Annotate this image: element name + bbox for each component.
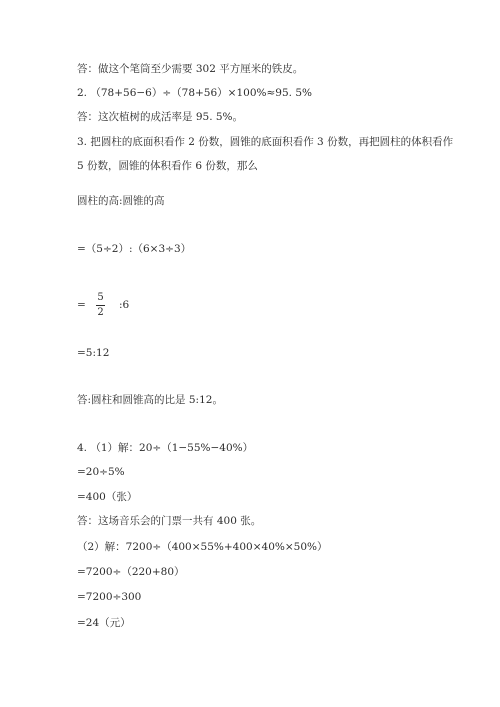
problem-3-text-line-1: 3. 把圆柱的底面积看作 2 份数，圆锥的底面积看作 3 份数，再把圆柱的体积看作 (77, 136, 454, 148)
problem-4-part-2-step-1: =7200÷（220+80） (77, 566, 185, 578)
fraction-bar (96, 305, 105, 306)
problem-4-step-2: =400（张） (77, 491, 138, 503)
ratio-heading: 圆柱的高:圆锥的高 (77, 195, 165, 207)
answer-line-3: 答:圆柱和圆锥高的比是 5:12。 (77, 394, 223, 406)
fraction-numerator: 5 (97, 292, 104, 303)
problem-3-text-line-2: 5 份数，圆锥的体积看作 6 份数，那么 (77, 160, 258, 172)
answer-line-1: 答：做这个笔筒至少需要 302 平方厘米的铁皮。 (77, 63, 304, 75)
problem-4-part-2-result: =24（元） (77, 617, 131, 629)
problem-4-step-1: =20÷5% (77, 466, 125, 478)
equals-sign: = (77, 299, 86, 311)
ratio-step-1: =（5÷2）:（6×3÷3） (77, 243, 192, 255)
problem-4-part-2-step-2: =7200÷300 (77, 591, 142, 603)
fraction-denominator: 2 (97, 307, 104, 318)
problem-4-part-1: 4. （1）解：20÷（1−55%−40%） (77, 442, 254, 454)
problem-4-part-2: （2）解：7200÷（400×55%+400×40%×50%） (77, 541, 328, 553)
answer-line-4: 答：这场音乐会的门票一共有 400 张。 (77, 515, 262, 527)
problem-2-equation: 2. （78+56−6）÷（78+56）×100%≈95. 5% (77, 87, 312, 99)
fraction (96, 292, 105, 319)
ratio-result: =5:12 (77, 347, 110, 359)
answer-line-2: 答：这次植树的成活率是 95. 5%。 (77, 111, 244, 123)
ratio-tail: :6 (119, 299, 130, 311)
